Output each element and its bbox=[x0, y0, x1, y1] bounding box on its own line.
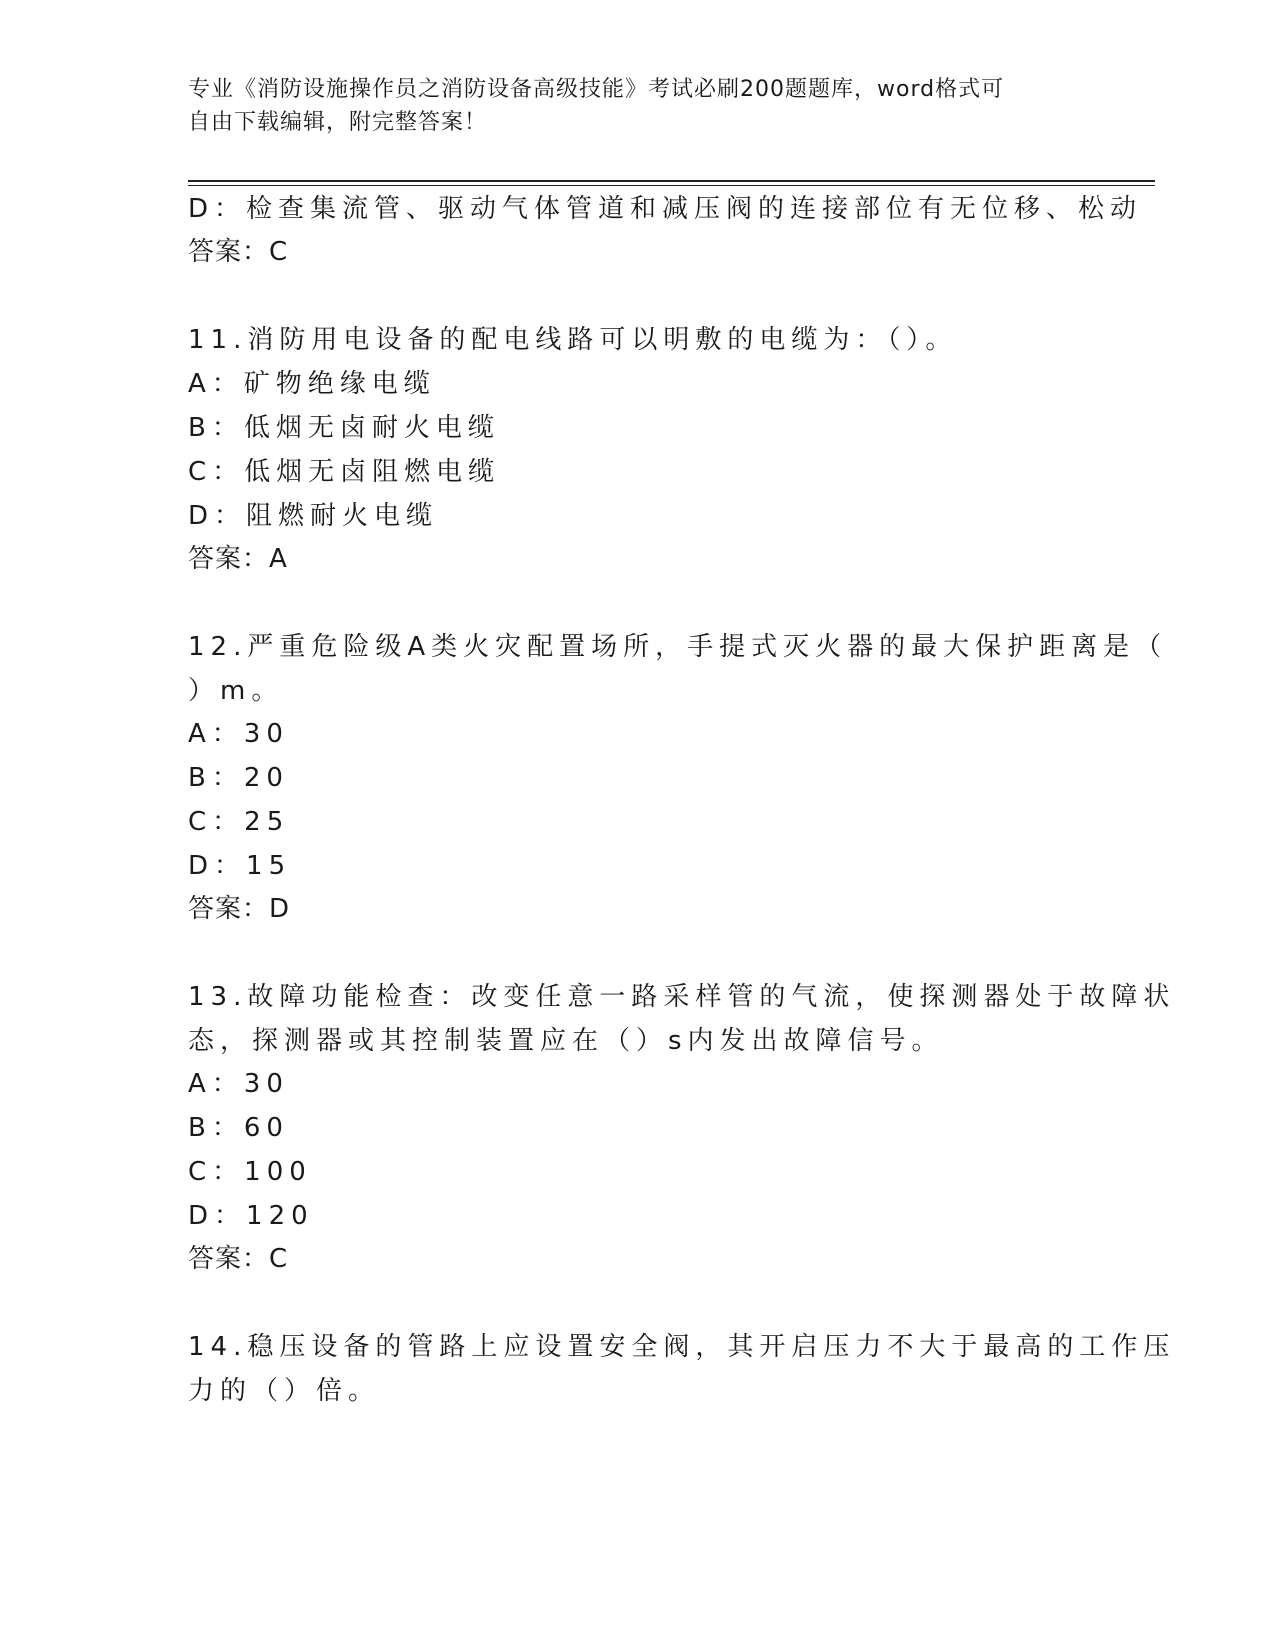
option-b: B：60 bbox=[188, 1113, 289, 1143]
option-d: D：15 bbox=[188, 851, 292, 881]
question-stem: 13.故障功能检查：改变任意一路采样管的气流，使探测器处于故障状 bbox=[188, 982, 1176, 1012]
header-line-2: 自由下载编辑，附完整答案！ bbox=[188, 110, 488, 135]
option-a: A：30 bbox=[188, 1069, 289, 1099]
question-stem: 12.严重危险级A类火灾配置场所，手提式灭火器的最大保护距离是（ bbox=[188, 632, 1168, 662]
answer-line: 答案：C bbox=[188, 237, 289, 267]
option-c: C：低烟无卤阻燃电缆 bbox=[188, 457, 501, 487]
answer-line: 答案：A bbox=[188, 544, 288, 574]
header-divider-thick bbox=[188, 180, 1155, 182]
question-stem-continued: 态，探测器或其控制装置应在（）s内发出故障信号。 bbox=[188, 1026, 944, 1056]
option-c: C：25 bbox=[188, 807, 290, 837]
option-a: A：矿物绝缘电缆 bbox=[188, 369, 436, 399]
option-a: A：30 bbox=[188, 719, 289, 749]
option-c: C：100 bbox=[188, 1157, 312, 1187]
option-d: D：120 bbox=[188, 1201, 314, 1231]
question-stem-continued: 力的（）倍。 bbox=[188, 1376, 381, 1406]
question-stem: 11.消防用电设备的配电线路可以明敷的电缆为：（）。 bbox=[188, 325, 958, 355]
header-divider-thin bbox=[188, 185, 1155, 186]
question-stem-continued: ）m。 bbox=[188, 676, 284, 706]
answer-line: 答案：D bbox=[188, 894, 291, 924]
option-b: B：低烟无卤耐火电缆 bbox=[188, 413, 500, 443]
option-b: B：20 bbox=[188, 763, 289, 793]
header-line-1: 专业《消防设施操作员之消防设备高级技能》考试必刷200题题库，word格式可 bbox=[188, 77, 1005, 102]
answer-line: 答案：C bbox=[188, 1244, 289, 1274]
option-d: D：检查集流管、驱动气体管道和减压阀的连接部位有无位移、松动 bbox=[188, 194, 1143, 224]
option-d: D：阻燃耐火电缆 bbox=[188, 501, 439, 531]
document-header bbox=[188, 73, 1068, 139]
question-stem: 14.稳压设备的管路上应设置安全阀，其开启压力不大于最高的工作压 bbox=[188, 1332, 1176, 1362]
